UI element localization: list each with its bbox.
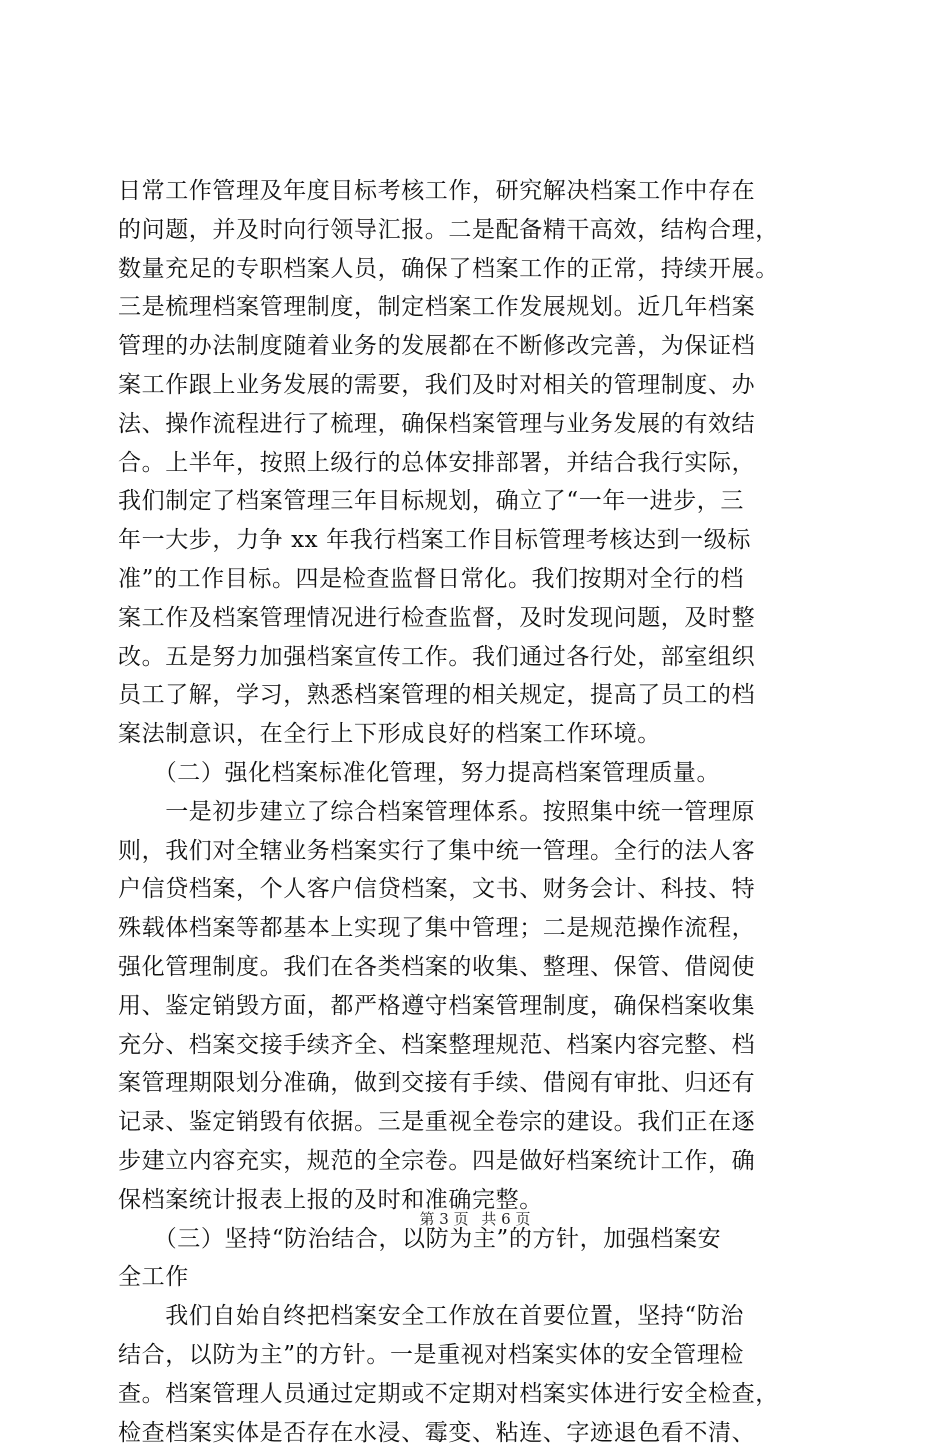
text-line: 步建立内容充实，规范的全宗卷。四是做好档案统计工作，确 (118, 1142, 833, 1181)
text-line: 保档案统计报表上报的及时和准确完整。 (118, 1181, 833, 1220)
page-footer (0, 1209, 950, 1229)
text-line: 一是初步建立了综合档案管理体系。按照集中统一管理原 (118, 793, 833, 832)
page-number: 第 3 页 (420, 1210, 469, 1228)
text-line: 准”的工作目标。四是检查监督日常化。我们按期对全行的档 (118, 560, 833, 599)
text-line: 用、鉴定销毁方面，都严格遵守档案管理制度，确保档案收集 (118, 987, 833, 1026)
text-line: 查。档案管理人员通过定期或不定期对档案实体进行安全检查， (118, 1375, 833, 1414)
text-line: 记录、鉴定销毁有依据。三是重视全卷宗的建设。我们正在逐 (118, 1103, 833, 1142)
text-line: 充分、档案交接手续齐全、档案整理规范、档案内容完整、档 (118, 1026, 833, 1065)
text-line: 数量充足的专职档案人员，确保了档案工作的正常，持续开展。 (118, 250, 833, 289)
total-pages: 共 6 页 (481, 1210, 530, 1228)
text-line: 户信贷档案，个人客户信贷档案，文书、财务会计、科技、特 (118, 870, 833, 909)
text-line: 的问题，并及时向行领导汇报。二是配备精干高效，结构合理， (118, 211, 833, 250)
document-body (118, 172, 833, 1452)
text-line: 员工了解，学习，熟悉档案管理的相关规定，提高了员工的档 (118, 676, 833, 715)
text-line: 改。五是努力加强档案宣传工作。我们通过各行处，部室组织 (118, 638, 833, 677)
text-line: 强化管理制度。我们在各类档案的收集、整理、保管、借阅使 (118, 948, 833, 987)
text-line: 检查档案实体是否存在水浸、霉变、粘连、字迹退色看不清、 (118, 1414, 833, 1452)
text-line: （三）坚持“防治结合，以防为主”的方针，加强档案安 (118, 1220, 833, 1259)
text-line: 殊载体档案等都基本上实现了集中管理；二是规范操作流程， (118, 909, 833, 948)
text-line: 日常工作管理及年度目标考核工作，研究解决档案工作中存在 (118, 172, 833, 211)
text-line: 管理的办法制度随着业务的发展都在不断修改完善，为保证档 (118, 327, 833, 366)
text-line: 合。上半年，按照上级行的总体安排部署，并结合我行实际， (118, 444, 833, 483)
text-line: 三是梳理档案管理制度，制定档案工作发展规划。近几年档案 (118, 288, 833, 327)
text-line: 则，我们对全辖业务档案实行了集中统一管理。全行的法人客 (118, 832, 833, 871)
text-line: 我们制定了档案管理三年目标规划，确立了“一年一进步，三 (118, 482, 833, 521)
text-line: 案工作及档案管理情况进行检查监督，及时发现问题，及时整 (118, 599, 833, 638)
text-line: 我们自始自终把档案安全工作放在首要位置，坚持“防治 (118, 1297, 833, 1336)
text-line: 案法制意识，在全行上下形成良好的档案工作环境。 (118, 715, 833, 754)
text-line: 案管理期限划分准确，做到交接有手续、借阅有审批、归还有 (118, 1064, 833, 1103)
text-line: 案工作跟上业务发展的需要，我们及时对相关的管理制度、办 (118, 366, 833, 405)
text-line: （二）强化档案标准化管理，努力提高档案管理质量。 (118, 754, 833, 793)
text-line: 法、操作流程进行了梳理，确保档案管理与业务发展的有效结 (118, 405, 833, 444)
text-line: 结合，以防为主”的方针。一是重视对档案实体的安全管理检 (118, 1336, 833, 1375)
text-line: 全工作 (118, 1258, 833, 1297)
text-line: 年一大步，力争 xx 年我行档案工作目标管理考核达到一级标 (118, 521, 833, 560)
